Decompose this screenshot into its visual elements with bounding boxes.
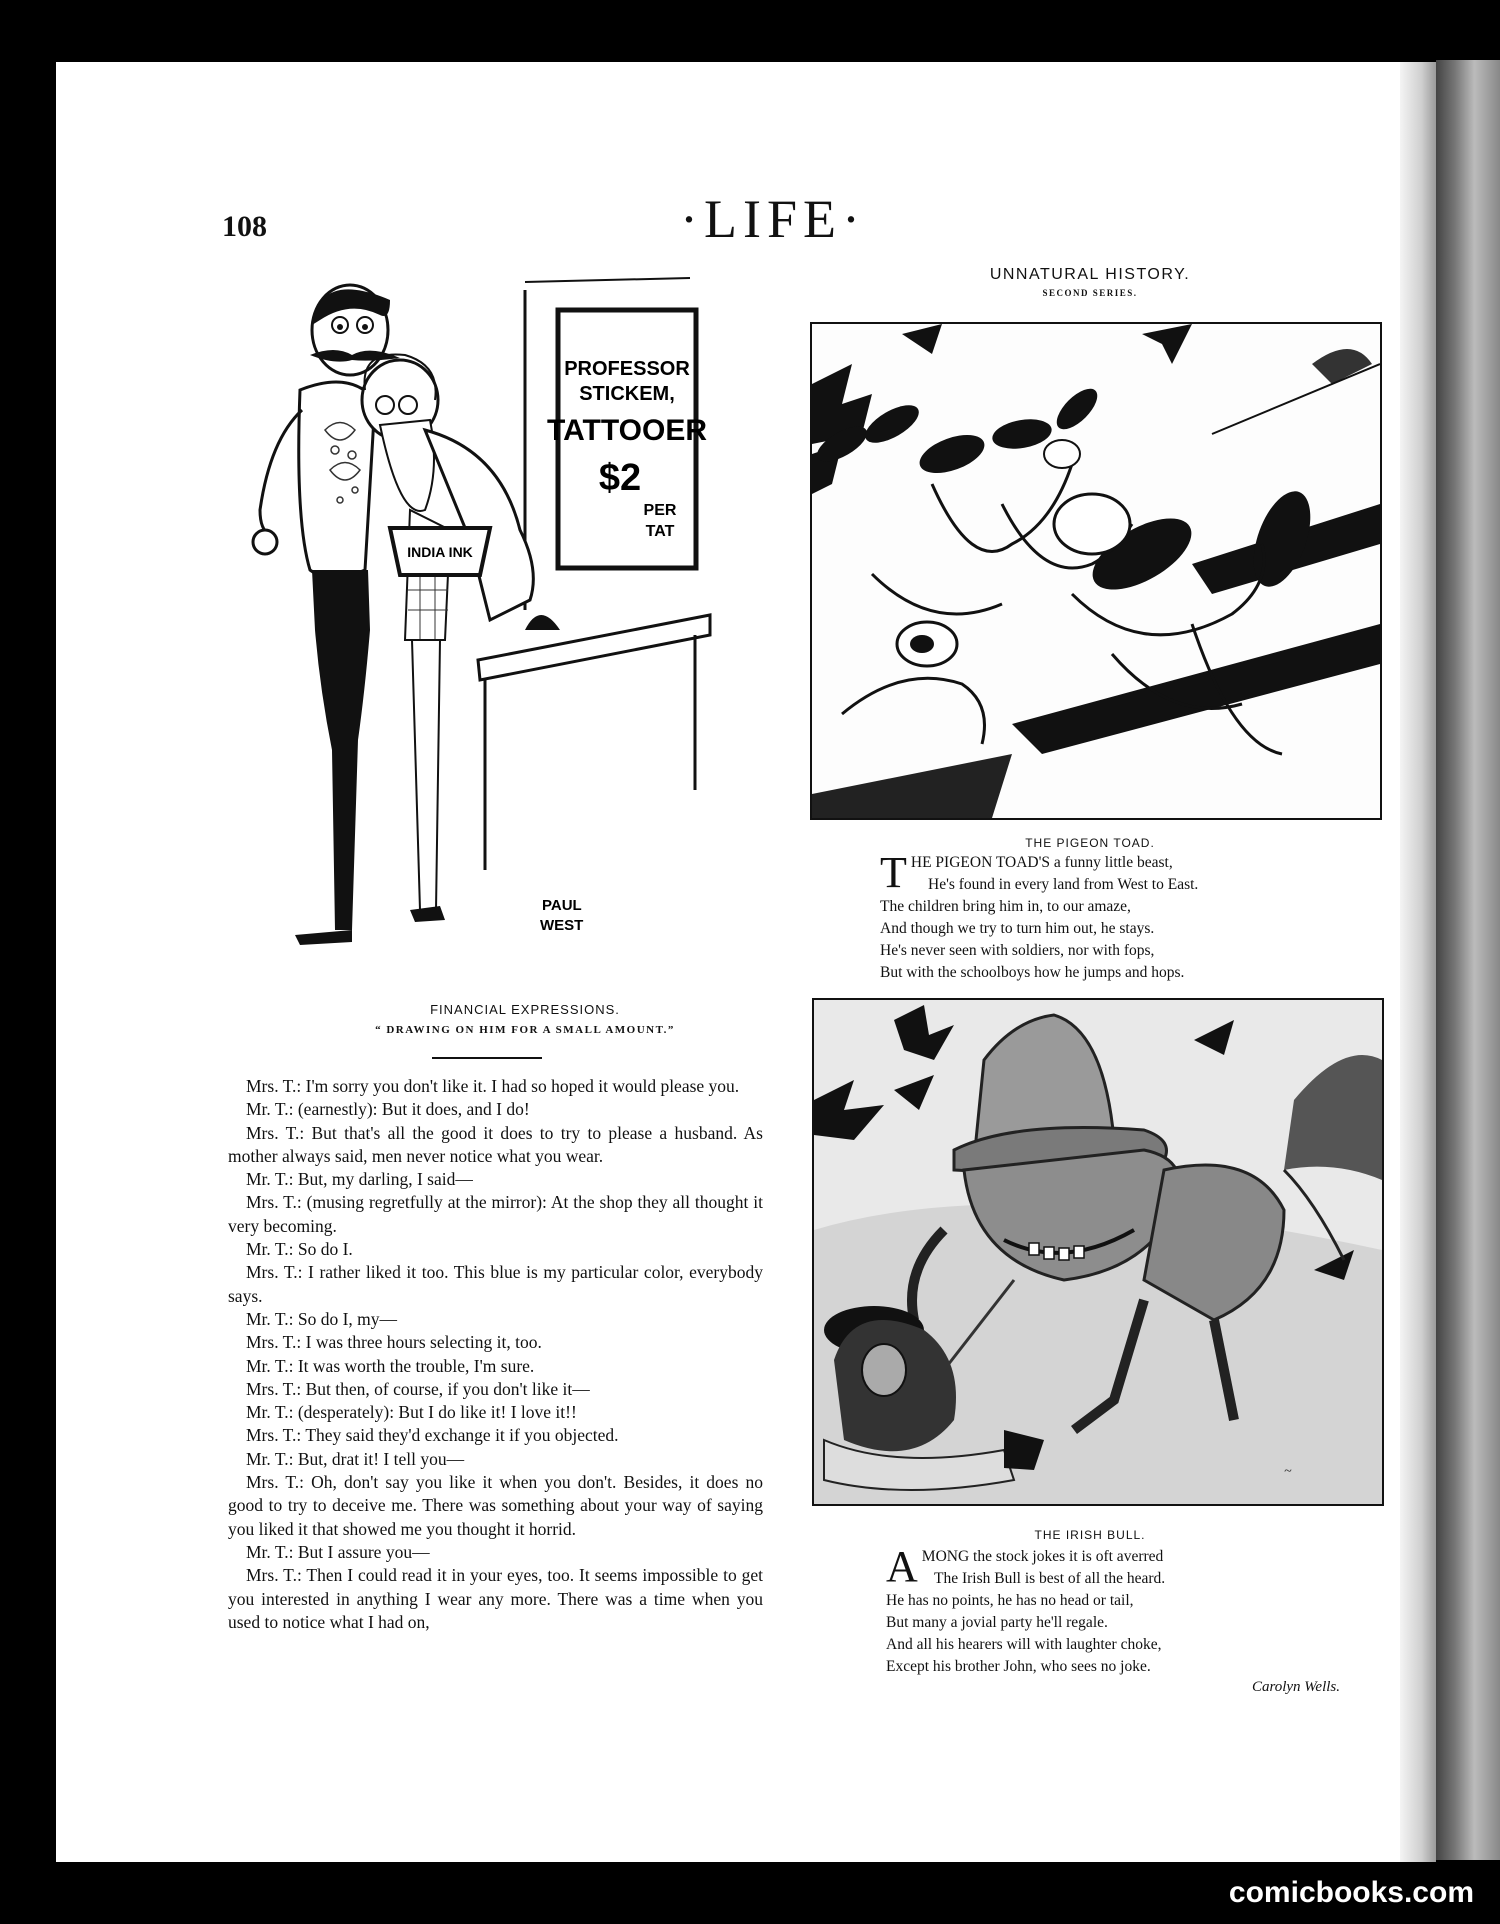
adjacent-page-edge: [1436, 60, 1500, 1860]
poem-line: And though we try to turn him out, he stays.: [880, 920, 1155, 937]
pigeon-toad-poem: [880, 848, 1320, 984]
poem-line: MONG the stock jokes it is oft averred: [921, 1548, 1164, 1565]
poem-line: He's never seen with soldiers, nor with fops,: [880, 942, 1155, 959]
dialogue-line: Mrs. T.: I'm sorry you don't like it. I had so hoped it would please you.: [246, 1076, 740, 1096]
poem-line: But many a jovial party he'll regale.: [886, 1614, 1108, 1631]
artist-signature-line-1: PAUL: [542, 897, 582, 914]
left-cartoon-subtitle: “ DRAWING ON HIM FOR A SMALL AMOUNT.”: [375, 1024, 675, 1036]
dialogue-line: Mrs. T.: I was three hours selecting it, too.: [246, 1332, 542, 1353]
page-number: 108: [222, 210, 267, 243]
poem-line: But with the schoolboys how he jumps and hops.: [880, 964, 1185, 981]
poem-line: Except his brother John, who sees no joke.: [886, 1658, 1151, 1675]
dialogue-line: Mrs. T.: But then, of course, if you don't like it—: [246, 1378, 590, 1399]
poem-line: The Irish Bull is best of all the heard.: [934, 1570, 1166, 1587]
dialogue-line: Mrs. T.: I rather liked it too. This blue is my particular color, everybody says.: [228, 1262, 763, 1306]
dialogue-line: Mrs. T.: (musing regretfully at the mirror): At the shop they all thought it very becoming.: [228, 1192, 763, 1236]
sign-line-5: PER: [643, 502, 677, 519]
dialogue-line: Mr. T.: So do I, my—: [246, 1308, 398, 1329]
dialogue-line: Mr. T.: But, drat it! I tell you—: [246, 1448, 465, 1469]
pigeon-toad-dropcap: T: [880, 848, 907, 897]
pigeon-toad-title: THE PIGEON TOAD.: [1025, 836, 1155, 850]
watermark: comicbooks.com: [1228, 1876, 1474, 1909]
artist-signature-line-2: WEST: [540, 917, 584, 934]
pigeon-toad-illustration: [810, 322, 1382, 820]
tattoo-cartoon: [240, 270, 720, 960]
left-cartoon-title: FINANCIAL EXPRESSIONS.: [430, 1002, 620, 1017]
bowl-label: INDIA INK: [407, 544, 473, 560]
section-subtitle: SECOND SERIES.: [1042, 288, 1138, 298]
poem-line: He's found in every land from West to East.: [928, 876, 1199, 893]
dialogue-line: Mr. T.: (earnestly): But it does, and I do!: [246, 1099, 530, 1120]
dialogue-line: Mr. T.: But I assure you—: [246, 1541, 430, 1562]
dialogue-line: Mrs. T.: Oh, don't say you like it when you don't. Besides, it does no good to try to deceive me. There was something about your way of saying you liked it that showed me you thought it horrid.: [228, 1472, 763, 1539]
dialogue-line: Mrs. T.: But that's all the good it does to try to please a husband. As mother always said, men never notice what you wear.: [228, 1122, 763, 1166]
poem-line: The children bring him in, to our amaze,: [880, 898, 1131, 915]
sign-line-2: STICKEM,: [579, 383, 675, 405]
poem-author: Carolyn Wells.: [1251, 1679, 1340, 1695]
section-title: UNNATURAL HISTORY.: [989, 266, 1191, 283]
sign-line-3: TATTOOER: [547, 414, 707, 447]
irish-bull-poem: [886, 1542, 1326, 1678]
sign-line-4: $2: [598, 457, 642, 499]
irish-bull-illustration: [812, 998, 1384, 1506]
irish-bull-title: THE IRISH BULL.: [1034, 1528, 1146, 1542]
masthead-title: ·LIFE·: [680, 189, 866, 249]
dialogue-line: Mr. T.: (desperately): But I do like it! I love it!!: [246, 1402, 577, 1423]
divider-rule: [432, 1057, 542, 1059]
svg-text:~: ~: [1284, 1464, 1292, 1479]
dialogue-line: Mr. T.: So do I.: [246, 1239, 353, 1260]
dialogue-line: Mrs. T.: Then I could read it in your eyes, too. It seems impossible to get you interested in anything I wear any more. There was a time when you used to notice what I had on,: [228, 1565, 763, 1632]
sign-line-1: PROFESSOR: [564, 358, 690, 380]
dialogue-line: Mr. T.: But, my darling, I said—: [246, 1169, 473, 1190]
dialogue-column: [228, 1075, 763, 1634]
sign-line-6: TAT: [645, 523, 675, 540]
poem-line: He has no points, he has no head or tail,: [886, 1592, 1134, 1609]
dialogue-line: Mrs. T.: They said they'd exchange it if you objected.: [246, 1425, 619, 1446]
dialogue-line: Mr. T.: It was worth the trouble, I'm sure.: [246, 1355, 535, 1376]
poem-line: And all his hearers will with laughter choke,: [886, 1636, 1162, 1653]
page-spine-shadow: [1400, 62, 1436, 1862]
poem-line: HE PIGEON TOAD'S a funny little beast,: [910, 854, 1173, 871]
irish-bull-dropcap: A: [886, 1542, 918, 1591]
